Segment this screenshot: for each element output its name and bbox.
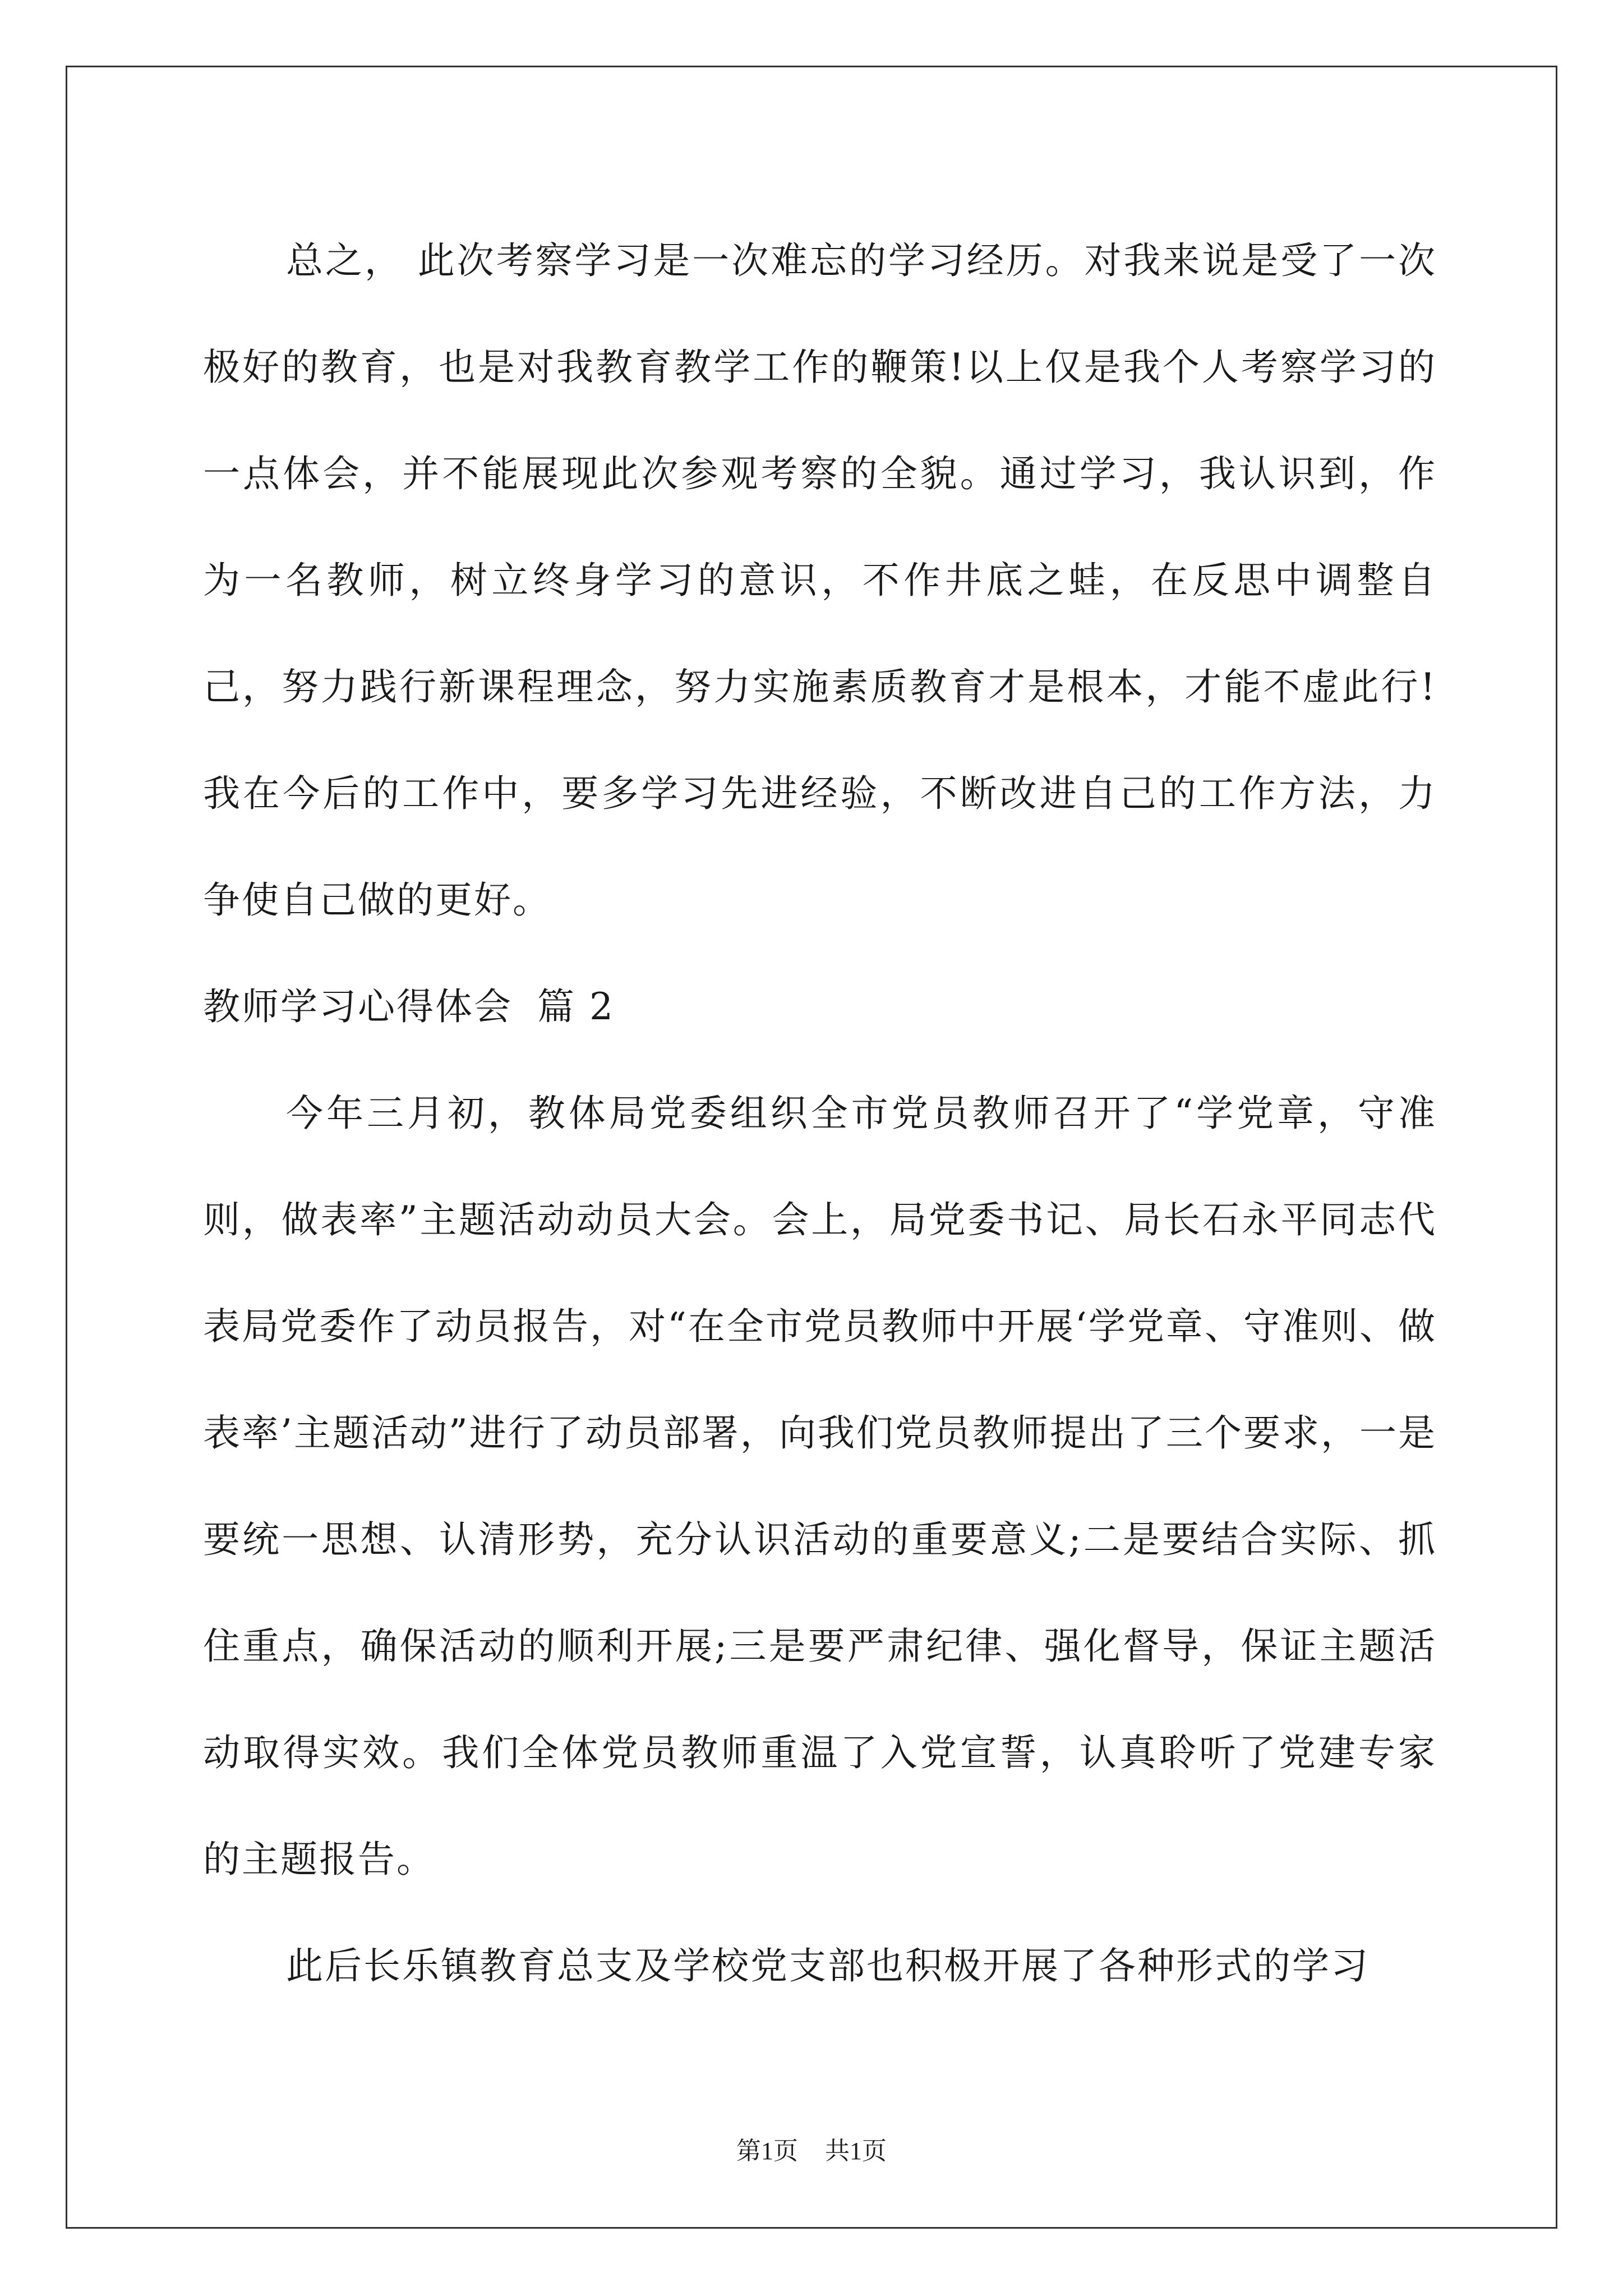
paragraph-followup: 此后长乐镇教育总支及学校党支部也积极开展了各种形式的学习 <box>286 1944 1370 1987</box>
page-footer <box>0 2131 1623 2166</box>
document-body <box>203 208 1437 2019</box>
paragraph-meeting: 今年三月初，教体局党委组织全市党员教师召开了“学党章，守准则，做表率”主题活动动员大会。会上，局党委书记、局长石永平同志代表局党委作了动员报告，对“在全市党员教师中开展‘学党章、守准则、做表率’主题活动”进行了动员部署，向我们党员教师提出了三个要求，一是要统一思想、认清形势，充分认识活动的重要意义;二是要结合实际、抓住重点，确保活动的顺利开展;三是要严肃纪律、强化督导，保证主题活动取得实效。我们全体党员教师重温了入党宣誓，认真聆听了党建专家的主题报告。 <box>203 1092 1437 1881</box>
page-total: 共1页 <box>825 2137 887 2165</box>
page-number: 第1页 <box>736 2137 798 2165</box>
section-heading <box>203 954 1437 1060</box>
section-heading-part: 篇 2 <box>537 985 615 1028</box>
section-heading-title: 教师学习心得体会 <box>203 985 513 1028</box>
paragraph-conclusion: 总之， 此次考察学习是一次难忘的学习经历。对我来说是受了一次极好的教育，也是对我教育教学工作的鞭策!以上仅是我个人考察学习的一点体会，并不能展现此次参观考察的全貌。通过学习，我认识到，作为一名教师，树立终身学习的意识，不作井底之蛙，在反思中调整自己，努力践行新课程理念，努力实施素质教育才是根本，才能不虚此行!我在今后的工作中，要多学习先进经验，不断改进自己的工作方法，力争使自己做的更好。 <box>203 239 1437 922</box>
